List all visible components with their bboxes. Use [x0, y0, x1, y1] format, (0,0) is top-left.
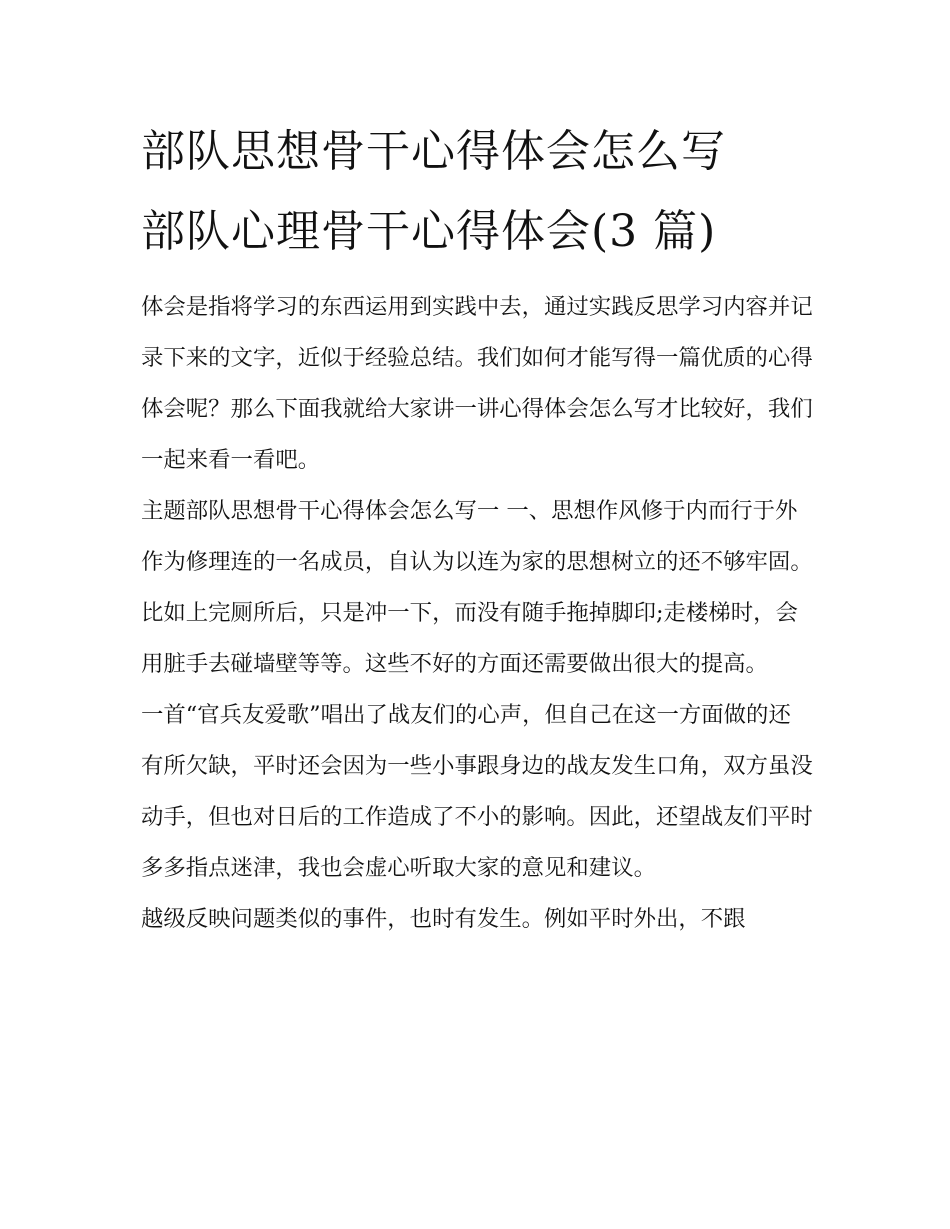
section-heading-paragraph: 主题部队思想骨干心得体会怎么写一 一、思想作风修于内而行于外 — [141, 498, 798, 524]
intro-paragraph: 体会是指将学习的东西运用到实践中去，通过实践反思学习内容并记录下来的文字，近似于经验总结。我们如何才能写得一篇优质的心得体会呢？那么下面我就给大家讲一讲心得体会怎么写才比较好，我们一起来看一看吧。 — [141, 294, 813, 473]
body-paragraph-2: 一首“官兵友爱歌”唱出了战友们的心声，但自己在这一方面做的还有所欠缺，平时还会因为一些小事跟身边的战友发生口角，双方虽没动手，但也对日后的工作造成了不小的影响。因此，还望战友们平时多多指点迷津，我也会虚心听取大家的意见和建议。 — [141, 702, 813, 881]
document-body — [141, 112, 813, 945]
body-paragraph-3: 越级反映问题类似的事件，也时有发生。例如平时外出，不跟 — [141, 906, 746, 932]
document-title: 部队思想骨干心得体会怎么写 部队心理骨干心得体会(3 篇) — [141, 126, 726, 257]
body-paragraph-1: 作为修理连的一名成员，自认为以连为家的思想树立的还不够牢固。比如上完厕所后，只是冲一下，而没有随手拖掉脚印;走楼梯时，会用脏手去碰墙壁等等。这些不好的方面还需要做出很大的提高。 — [141, 549, 813, 677]
